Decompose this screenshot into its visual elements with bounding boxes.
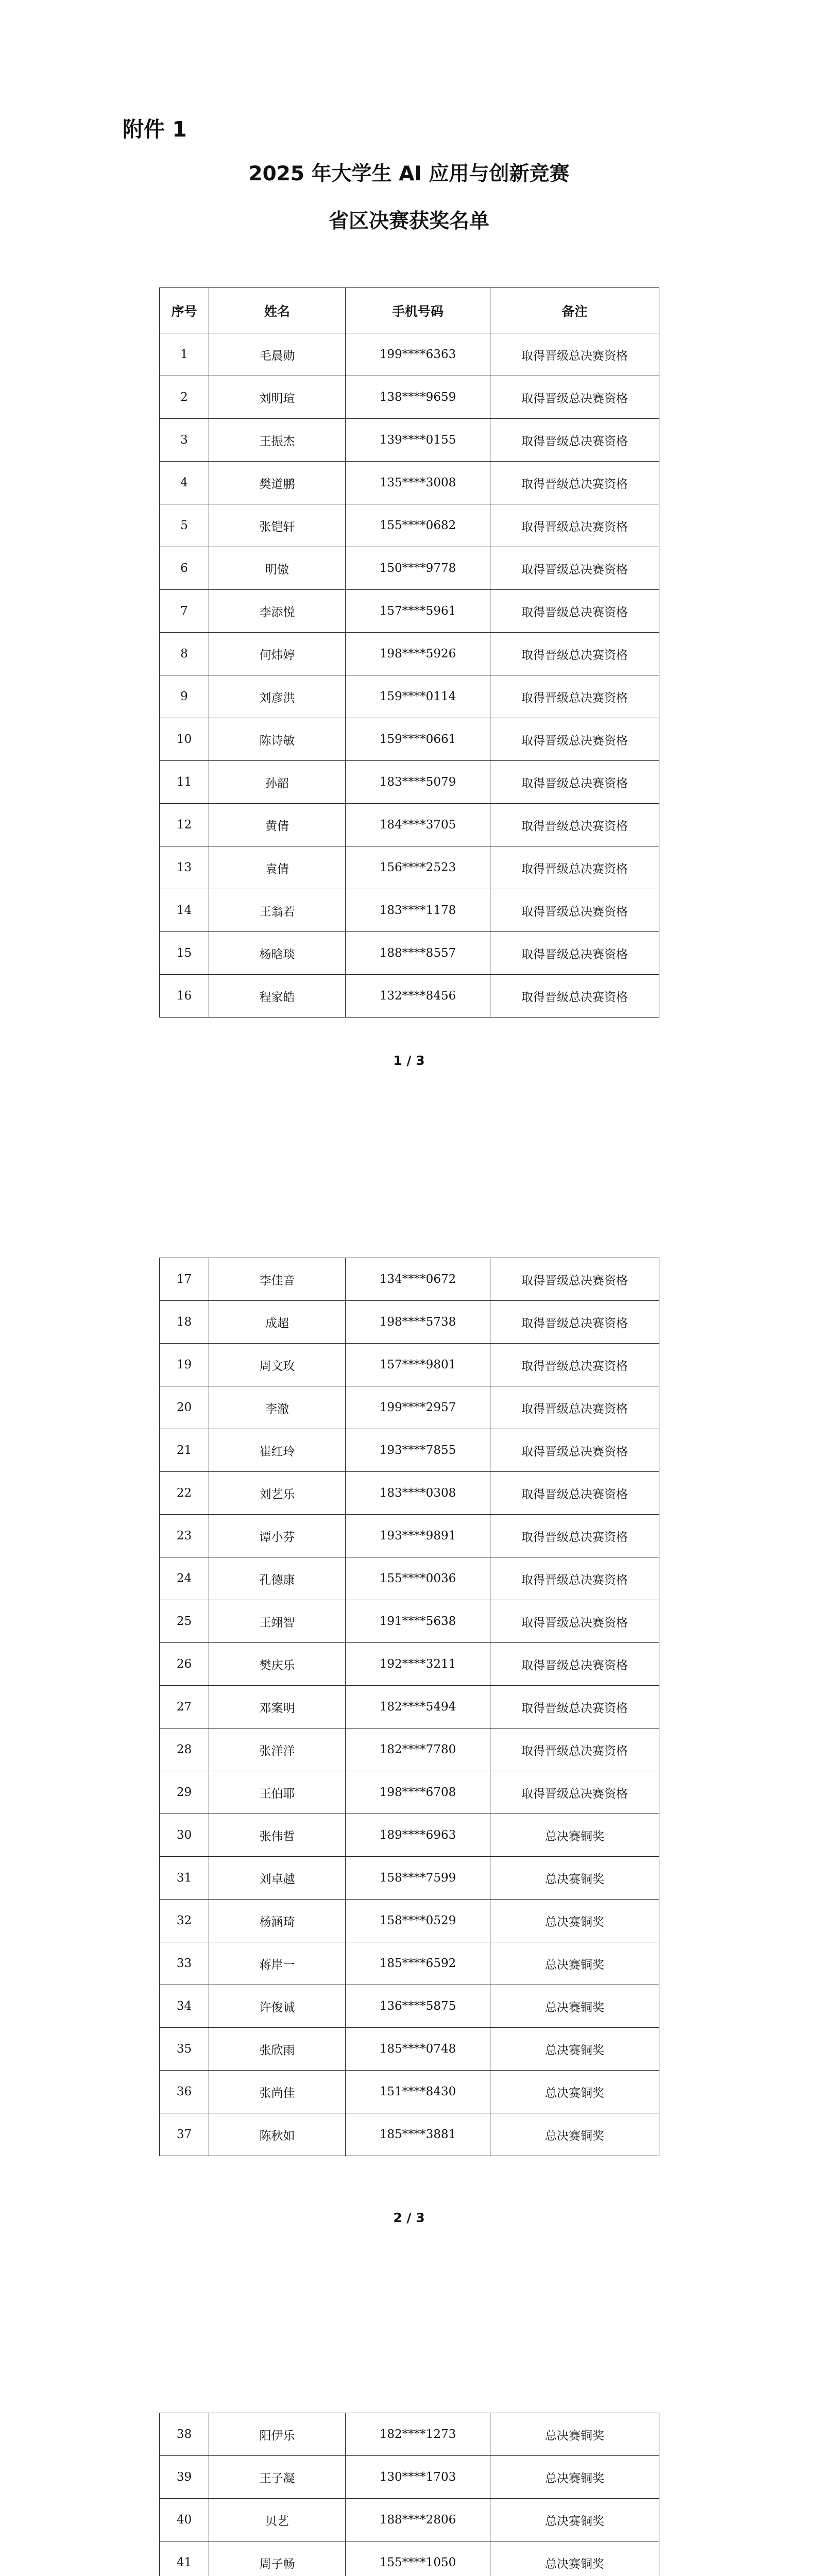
cell-phone: 183****5079 xyxy=(346,761,490,804)
cell-index: 1 xyxy=(160,333,209,376)
cell-phone: 136****5875 xyxy=(346,1985,490,2028)
table-row xyxy=(160,1814,659,1857)
cell-index: 3 xyxy=(160,419,209,462)
cell-remark: 总决赛铜奖 xyxy=(490,2456,659,2499)
cell-remark: 取得晋级总决赛资格 xyxy=(490,590,659,633)
table-row xyxy=(160,718,659,761)
cell-phone: 192****3211 xyxy=(346,1643,490,1686)
cell-phone: 188****2806 xyxy=(346,2499,490,2541)
cell-index: 22 xyxy=(160,1472,209,1515)
cell-remark: 取得晋级总决赛资格 xyxy=(490,932,659,975)
table-row xyxy=(160,846,659,889)
cell-phone: 155****0682 xyxy=(346,504,490,547)
cell-remark: 取得晋级总决赛资格 xyxy=(490,675,659,718)
table-row xyxy=(160,504,659,547)
cell-phone: 158****7599 xyxy=(346,1857,490,1900)
cell-index: 30 xyxy=(160,1814,209,1857)
cell-phone: 132****8456 xyxy=(346,975,490,1018)
cell-name: 张铠轩 xyxy=(209,504,346,547)
cell-index: 9 xyxy=(160,675,209,718)
header-phone: 手机号码 xyxy=(346,288,490,333)
cell-remark: 总决赛铜奖 xyxy=(490,2028,659,2071)
table-row xyxy=(160,1643,659,1686)
cell-name: 刘艺乐 xyxy=(209,1472,346,1515)
table-row xyxy=(160,1557,659,1600)
cell-phone: 159****0114 xyxy=(346,675,490,718)
cell-remark: 取得晋级总决赛资格 xyxy=(490,1258,659,1301)
cell-name: 陈秋如 xyxy=(209,2113,346,2156)
table-row xyxy=(160,1857,659,1900)
cell-phone: 159****0661 xyxy=(346,718,490,761)
cell-remark: 总决赛铜奖 xyxy=(490,2113,659,2156)
cell-phone: 139****0155 xyxy=(346,419,490,462)
cell-index: 5 xyxy=(160,504,209,547)
cell-index: 15 xyxy=(160,932,209,975)
header-name: 姓名 xyxy=(209,288,346,333)
cell-index: 18 xyxy=(160,1301,209,1344)
cell-name: 王子凝 xyxy=(209,2456,346,2499)
winners-table-page-2 xyxy=(159,1258,659,2156)
table-row xyxy=(160,1771,659,1814)
cell-index: 31 xyxy=(160,1857,209,1900)
cell-remark: 总决赛铜奖 xyxy=(490,2071,659,2113)
cell-index: 38 xyxy=(160,2413,209,2456)
cell-phone: 193****7855 xyxy=(346,1429,490,1472)
table-row xyxy=(160,804,659,846)
cell-name: 樊道鹏 xyxy=(209,462,346,504)
table-row xyxy=(160,1472,659,1515)
cell-name: 崔红玲 xyxy=(209,1429,346,1472)
cell-remark: 取得晋级总决赛资格 xyxy=(490,889,659,932)
cell-name: 李添悦 xyxy=(209,590,346,633)
cell-remark: 取得晋级总决赛资格 xyxy=(490,1472,659,1515)
cell-index: 29 xyxy=(160,1771,209,1814)
cell-phone: 185****6592 xyxy=(346,1942,490,1985)
cell-phone: 193****9891 xyxy=(346,1515,490,1557)
cell-remark: 取得晋级总决赛资格 xyxy=(490,761,659,804)
cell-index: 16 xyxy=(160,975,209,1018)
cell-phone: 155****1050 xyxy=(346,2541,490,2576)
table-row xyxy=(160,889,659,932)
cell-name: 明傲 xyxy=(209,547,346,590)
cell-phone: 188****8557 xyxy=(346,932,490,975)
cell-phone: 135****3008 xyxy=(346,462,490,504)
cell-name: 张伟哲 xyxy=(209,1814,346,1857)
cell-phone: 183****1178 xyxy=(346,889,490,932)
table-row xyxy=(160,675,659,718)
cell-phone: 157****9801 xyxy=(346,1344,490,1386)
table-row xyxy=(160,462,659,504)
cell-name: 张尚佳 xyxy=(209,2071,346,2113)
table-row xyxy=(160,333,659,376)
cell-remark: 取得晋级总决赛资格 xyxy=(490,975,659,1018)
cell-remark: 取得晋级总决赛资格 xyxy=(490,1301,659,1344)
table-row xyxy=(160,2071,659,2113)
cell-name: 阳伊乐 xyxy=(209,2413,346,2456)
cell-index: 7 xyxy=(160,590,209,633)
winners-table-page-1 xyxy=(159,287,659,1018)
cell-index: 39 xyxy=(160,2456,209,2499)
cell-phone: 156****2523 xyxy=(346,846,490,889)
cell-index: 20 xyxy=(160,1386,209,1429)
cell-name: 周文玫 xyxy=(209,1344,346,1386)
cell-index: 21 xyxy=(160,1429,209,1472)
cell-remark: 取得晋级总决赛资格 xyxy=(490,1429,659,1472)
cell-index: 19 xyxy=(160,1344,209,1386)
cell-name: 樊庆乐 xyxy=(209,1643,346,1686)
cell-name: 谭小芬 xyxy=(209,1515,346,1557)
cell-phone: 199****2957 xyxy=(346,1386,490,1429)
table-row xyxy=(160,1258,659,1301)
cell-name: 王翁若 xyxy=(209,889,346,932)
table-row xyxy=(160,1429,659,1472)
document-subtitle: 省区决赛获奖名单 xyxy=(328,210,489,233)
cell-remark: 取得晋级总决赛资格 xyxy=(490,1557,659,1600)
cell-phone: 151****8430 xyxy=(346,2071,490,2113)
table-row xyxy=(160,1985,659,2028)
cell-name: 孔德康 xyxy=(209,1557,346,1600)
winners-table-page-3 xyxy=(159,2413,659,2576)
cell-name: 贝艺 xyxy=(209,2499,346,2541)
cell-remark: 取得晋级总决赛资格 xyxy=(490,1728,659,1771)
cell-remark: 总决赛铜奖 xyxy=(490,1814,659,1857)
header-remark: 备注 xyxy=(490,288,659,333)
table-row xyxy=(160,1386,659,1429)
table-row xyxy=(160,590,659,633)
cell-name: 李澈 xyxy=(209,1386,346,1429)
cell-remark: 取得晋级总决赛资格 xyxy=(490,1344,659,1386)
page-number: 1 / 3 xyxy=(393,1053,425,1068)
cell-index: 14 xyxy=(160,889,209,932)
table-row xyxy=(160,419,659,462)
cell-remark: 取得晋级总决赛资格 xyxy=(490,462,659,504)
document-title: 2025 年大学生 AI 应用与创新竞赛 xyxy=(248,162,570,185)
cell-name: 何炜婷 xyxy=(209,633,346,675)
cell-name: 杨涵琦 xyxy=(209,1900,346,1942)
cell-index: 28 xyxy=(160,1728,209,1771)
cell-remark: 取得晋级总决赛资格 xyxy=(490,1515,659,1557)
cell-phone: 158****0529 xyxy=(346,1900,490,1942)
cell-index: 2 xyxy=(160,376,209,419)
cell-remark: 取得晋级总决赛资格 xyxy=(490,1686,659,1728)
cell-remark: 总决赛铜奖 xyxy=(490,2541,659,2576)
header-index: 序号 xyxy=(160,288,209,333)
cell-remark: 总决赛铜奖 xyxy=(490,1857,659,1900)
cell-name: 程家皓 xyxy=(209,975,346,1018)
cell-name: 杨晗琰 xyxy=(209,932,346,975)
cell-remark: 取得晋级总决赛资格 xyxy=(490,1386,659,1429)
table-row xyxy=(160,1515,659,1557)
cell-phone: 182****1273 xyxy=(346,2413,490,2456)
table-row xyxy=(160,2541,659,2576)
cell-index: 17 xyxy=(160,1258,209,1301)
cell-index: 25 xyxy=(160,1600,209,1643)
cell-phone: 198****6708 xyxy=(346,1771,490,1814)
cell-name: 成超 xyxy=(209,1301,346,1344)
table-row xyxy=(160,2413,659,2456)
table-row xyxy=(160,1686,659,1728)
cell-phone: 182****5494 xyxy=(346,1686,490,1728)
cell-index: 10 xyxy=(160,718,209,761)
page-number: 2 / 3 xyxy=(393,2210,425,2225)
cell-index: 4 xyxy=(160,462,209,504)
table-row xyxy=(160,2499,659,2541)
table-row xyxy=(160,2028,659,2071)
cell-name: 袁倩 xyxy=(209,846,346,889)
cell-name: 王伯耶 xyxy=(209,1771,346,1814)
table-row xyxy=(160,761,659,804)
cell-remark: 取得晋级总决赛资格 xyxy=(490,633,659,675)
table-row xyxy=(160,1344,659,1386)
cell-phone: 191****5638 xyxy=(346,1600,490,1643)
table-row xyxy=(160,376,659,419)
cell-index: 36 xyxy=(160,2071,209,2113)
attachment-label: 附件 1 xyxy=(123,117,187,142)
cell-index: 41 xyxy=(160,2541,209,2576)
cell-name: 许俊诚 xyxy=(209,1985,346,2028)
cell-phone: 185****0748 xyxy=(346,2028,490,2071)
cell-index: 35 xyxy=(160,2028,209,2071)
cell-name: 蒋岸一 xyxy=(209,1942,346,1985)
cell-index: 34 xyxy=(160,1985,209,2028)
cell-remark: 取得晋级总决赛资格 xyxy=(490,1600,659,1643)
table-row xyxy=(160,1942,659,1985)
cell-name: 黄倩 xyxy=(209,804,346,846)
cell-phone: 198****5926 xyxy=(346,633,490,675)
cell-remark: 取得晋级总决赛资格 xyxy=(490,804,659,846)
cell-phone: 198****5738 xyxy=(346,1301,490,1344)
cell-index: 32 xyxy=(160,1900,209,1942)
cell-remark: 取得晋级总决赛资格 xyxy=(490,333,659,376)
cell-remark: 总决赛铜奖 xyxy=(490,2499,659,2541)
cell-remark: 取得晋级总决赛资格 xyxy=(490,846,659,889)
cell-phone: 184****3705 xyxy=(346,804,490,846)
cell-phone: 189****6963 xyxy=(346,1814,490,1857)
cell-remark: 总决赛铜奖 xyxy=(490,1900,659,1942)
cell-name: 邓案明 xyxy=(209,1686,346,1728)
table-row xyxy=(160,932,659,975)
cell-remark: 取得晋级总决赛资格 xyxy=(490,718,659,761)
table-row xyxy=(160,1728,659,1771)
cell-name: 王振杰 xyxy=(209,419,346,462)
cell-remark: 取得晋级总决赛资格 xyxy=(490,1643,659,1686)
cell-name: 陈诗敏 xyxy=(209,718,346,761)
cell-index: 26 xyxy=(160,1643,209,1686)
cell-remark: 取得晋级总决赛资格 xyxy=(490,376,659,419)
cell-remark: 取得晋级总决赛资格 xyxy=(490,504,659,547)
cell-phone: 157****5961 xyxy=(346,590,490,633)
cell-name: 王翊智 xyxy=(209,1600,346,1643)
cell-name: 刘彦洪 xyxy=(209,675,346,718)
cell-index: 11 xyxy=(160,761,209,804)
cell-name: 刘明瑄 xyxy=(209,376,346,419)
table-row xyxy=(160,2456,659,2499)
cell-index: 12 xyxy=(160,804,209,846)
cell-index: 24 xyxy=(160,1557,209,1600)
cell-phone: 199****6363 xyxy=(346,333,490,376)
cell-remark: 总决赛铜奖 xyxy=(490,2413,659,2456)
cell-name: 李佳音 xyxy=(209,1258,346,1301)
table-row xyxy=(160,1301,659,1344)
cell-remark: 取得晋级总决赛资格 xyxy=(490,1771,659,1814)
cell-index: 13 xyxy=(160,846,209,889)
cell-phone: 130****1703 xyxy=(346,2456,490,2499)
cell-phone: 185****3881 xyxy=(346,2113,490,2156)
cell-name: 张欣雨 xyxy=(209,2028,346,2071)
table-row xyxy=(160,2113,659,2156)
cell-index: 33 xyxy=(160,1942,209,1985)
cell-index: 27 xyxy=(160,1686,209,1728)
table-row xyxy=(160,1900,659,1942)
cell-remark: 取得晋级总决赛资格 xyxy=(490,419,659,462)
cell-index: 37 xyxy=(160,2113,209,2156)
cell-phone: 134****0672 xyxy=(346,1258,490,1301)
cell-phone: 155****0036 xyxy=(346,1557,490,1600)
cell-phone: 138****9659 xyxy=(346,376,490,419)
table-row xyxy=(160,547,659,590)
cell-phone: 150****9778 xyxy=(346,547,490,590)
table-row xyxy=(160,975,659,1018)
table-row xyxy=(160,1600,659,1643)
cell-phone: 183****0308 xyxy=(346,1472,490,1515)
cell-name: 孙韶 xyxy=(209,761,346,804)
cell-name: 周子畅 xyxy=(209,2541,346,2576)
cell-remark: 总决赛铜奖 xyxy=(490,1942,659,1985)
cell-index: 8 xyxy=(160,633,209,675)
cell-name: 张洋洋 xyxy=(209,1728,346,1771)
cell-index: 40 xyxy=(160,2499,209,2541)
cell-name: 刘卓越 xyxy=(209,1857,346,1900)
table-row xyxy=(160,633,659,675)
cell-index: 6 xyxy=(160,547,209,590)
cell-index: 23 xyxy=(160,1515,209,1557)
cell-remark: 取得晋级总决赛资格 xyxy=(490,547,659,590)
cell-remark: 总决赛铜奖 xyxy=(490,1985,659,2028)
table-header-row xyxy=(160,288,659,333)
cell-phone: 182****7780 xyxy=(346,1728,490,1771)
cell-name: 毛晨勋 xyxy=(209,333,346,376)
